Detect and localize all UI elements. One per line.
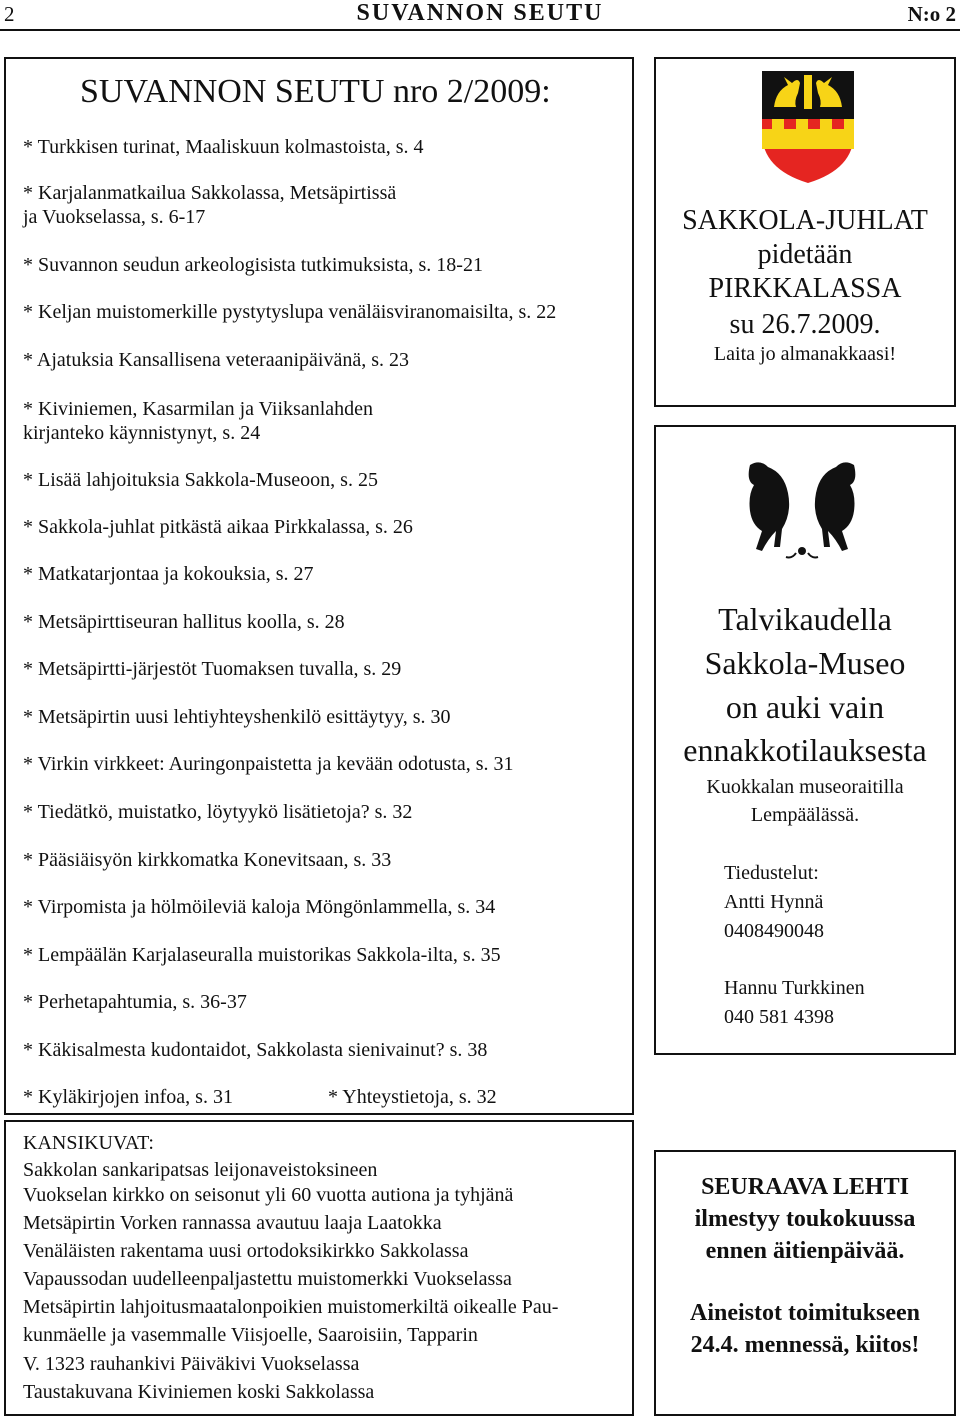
contact-phone: 0408490048	[724, 920, 824, 942]
contact-phone: 040 581 4398	[724, 1006, 834, 1028]
museo-heading-1: Talvikaudella	[718, 601, 892, 637]
toc-item: * Karjalanmatkailua Sakkolassa, Metsäpirtissä	[23, 182, 397, 204]
toc-item: * Käkisalmesta kudontaidot, Sakkolasta sienivainut? s. 38	[23, 1039, 488, 1061]
toc-item: * Perhetapahtumia, s. 36-37	[23, 991, 247, 1013]
cover-line: Venäläisten rakentama uusi ortodoksikirkko Sakkolassa	[23, 1240, 469, 1262]
cover-line: Metsäpirtin lahjoitusmaatalonpoikien muistomerkiltä oikealle Pau-	[23, 1296, 559, 1318]
juhlat-text: pidetään	[757, 239, 853, 270]
museo-heading-2: Sakkola-Museo	[704, 645, 906, 681]
toc-item: * Metsäpirtti-järjestöt Tuomaksen tuvalla, s. 29	[23, 658, 402, 680]
toc-item: * Kiviniemen, Kasarmilan ja Viiksanlahden	[23, 398, 374, 420]
cover-heading: KANSIKUVAT:	[23, 1132, 154, 1154]
museo-town: Lempäälässä.	[750, 804, 860, 826]
contact-name: Antti Hynnä	[724, 891, 824, 913]
toc-item: * Sakkola-juhlat pitkästä aikaa Pirkkalassa, s. 26	[23, 516, 413, 538]
toc-item: * Yhteystietoja, s. 32	[328, 1086, 497, 1108]
page-number: 2	[4, 2, 15, 26]
toc-item: * Tiedätkö, muistatko, löytyykö lisätietoja? s. 32	[23, 801, 413, 823]
cover-line: Taustakuvana Kiviniemen koski Sakkolassa	[23, 1381, 375, 1403]
toc-item: * Pääsiäisyön kirkkomatka Konevitsaan, s. 33	[23, 849, 392, 871]
toc-item: * Turkkisen turinat, Maaliskuun kolmastoista, s. 4	[23, 136, 424, 158]
page-header	[0, 0, 960, 30]
contents-title: SUVANNON SEUTU nro 2/2009:	[80, 73, 551, 110]
juhlat-reminder: Laita jo almanakkaasi!	[713, 343, 897, 365]
toc-item: * Virpomista ja hölmöileviä kaloja Möngönlammella, s. 34	[23, 896, 496, 918]
juhlat-place: PIRKKALASSA	[708, 273, 902, 304]
toc-item: * Matkatarjontaa ja kokouksia, s. 27	[23, 563, 314, 585]
coat-of-arms-icon	[760, 69, 856, 185]
toc-item: * Ajatuksia Kansallisena veteraanipäivänä, s. 23	[23, 349, 409, 371]
museo-heading-4: ennakkotilauksesta	[683, 732, 927, 768]
contents-box	[4, 57, 634, 1115]
cover-line: Vapaussodan uudelleenpaljastettu muistomerkki Vuokselassa	[23, 1268, 512, 1290]
toc-item: * Suvannon seudun arkeologisista tutkimuksista, s. 18-21	[23, 254, 483, 276]
cover-line: V. 1323 rauhankivi Päiväkivi Vuokselassa	[23, 1353, 360, 1375]
toc-item: kirjanteko käynnistynyt, s. 24	[23, 422, 261, 444]
next-issue-title: SEURAAVA LEHTI	[701, 1174, 909, 1200]
cover-line: Sakkolan sankaripatsas leijonaveistoksineen	[23, 1159, 378, 1181]
sakkola-juhlat-box	[654, 57, 956, 407]
next-issue-box	[654, 1150, 956, 1416]
toc-item: ja Vuokselassa, s. 6-17	[23, 206, 206, 228]
juhlat-date: su 26.7.2009.	[729, 309, 881, 340]
toc-item: * Metsäpirtin uusi lehtiyhteyshenkilö esittäytyy, s. 30	[23, 706, 451, 728]
toc-item: * Keljan muistomerkille pystytyslupa venäläisviranomaisilta, s. 22	[23, 301, 557, 323]
contact-heading: Tiedustelut:	[724, 862, 819, 884]
masthead: SUVANNON SEUTU	[356, 0, 604, 26]
next-issue-text: ennen äitienpäivää.	[705, 1238, 905, 1264]
toc-item: * Virkin virkkeet: Auringonpaistetta ja kevään odotusta, s. 31	[23, 753, 514, 775]
museo-location: Kuokkalan museoraitilla	[706, 776, 904, 798]
deadline-text: Aineistot toimitukseen	[690, 1300, 920, 1326]
cover-captions-box	[4, 1120, 634, 1416]
contact-name: Hannu Turkkinen	[724, 977, 865, 999]
cover-line: kunmäelle ja vasemmalle Viisjoelle, Saaroisiin, Tapparin	[23, 1324, 478, 1346]
toc-item: * Lisää lahjoituksia Sakkola-Museoon, s. 25	[23, 469, 378, 491]
toc-item: * Kyläkirjojen infoa, s. 31	[23, 1086, 233, 1108]
next-issue-text: ilmestyy toukokuussa	[694, 1206, 916, 1232]
juhlat-title: SAKKOLA-JUHLAT	[682, 205, 928, 236]
deadline-date: 24.4. mennessä, kiitos!	[690, 1332, 920, 1358]
toc-item: * Lempäälän Karjalaseuralla muistorikas Sakkola-ilta, s. 35	[23, 944, 501, 966]
header-rule	[0, 29, 960, 31]
issue-number: N:o 2	[907, 2, 956, 26]
cover-line: Vuokselan kirkko on seisonut yli 60 vuotta autiona ja tyhjänä	[23, 1184, 514, 1206]
toc-item: * Metsäpirttiseuran hallitus koolla, s. 28	[23, 611, 345, 633]
sakkola-museo-box	[654, 425, 956, 1055]
pigs-icon	[740, 455, 864, 573]
cover-line: Metsäpirtin Vorken rannassa avautuu laaja Laatokka	[23, 1212, 442, 1234]
museo-heading-3: on auki vain	[725, 689, 885, 725]
